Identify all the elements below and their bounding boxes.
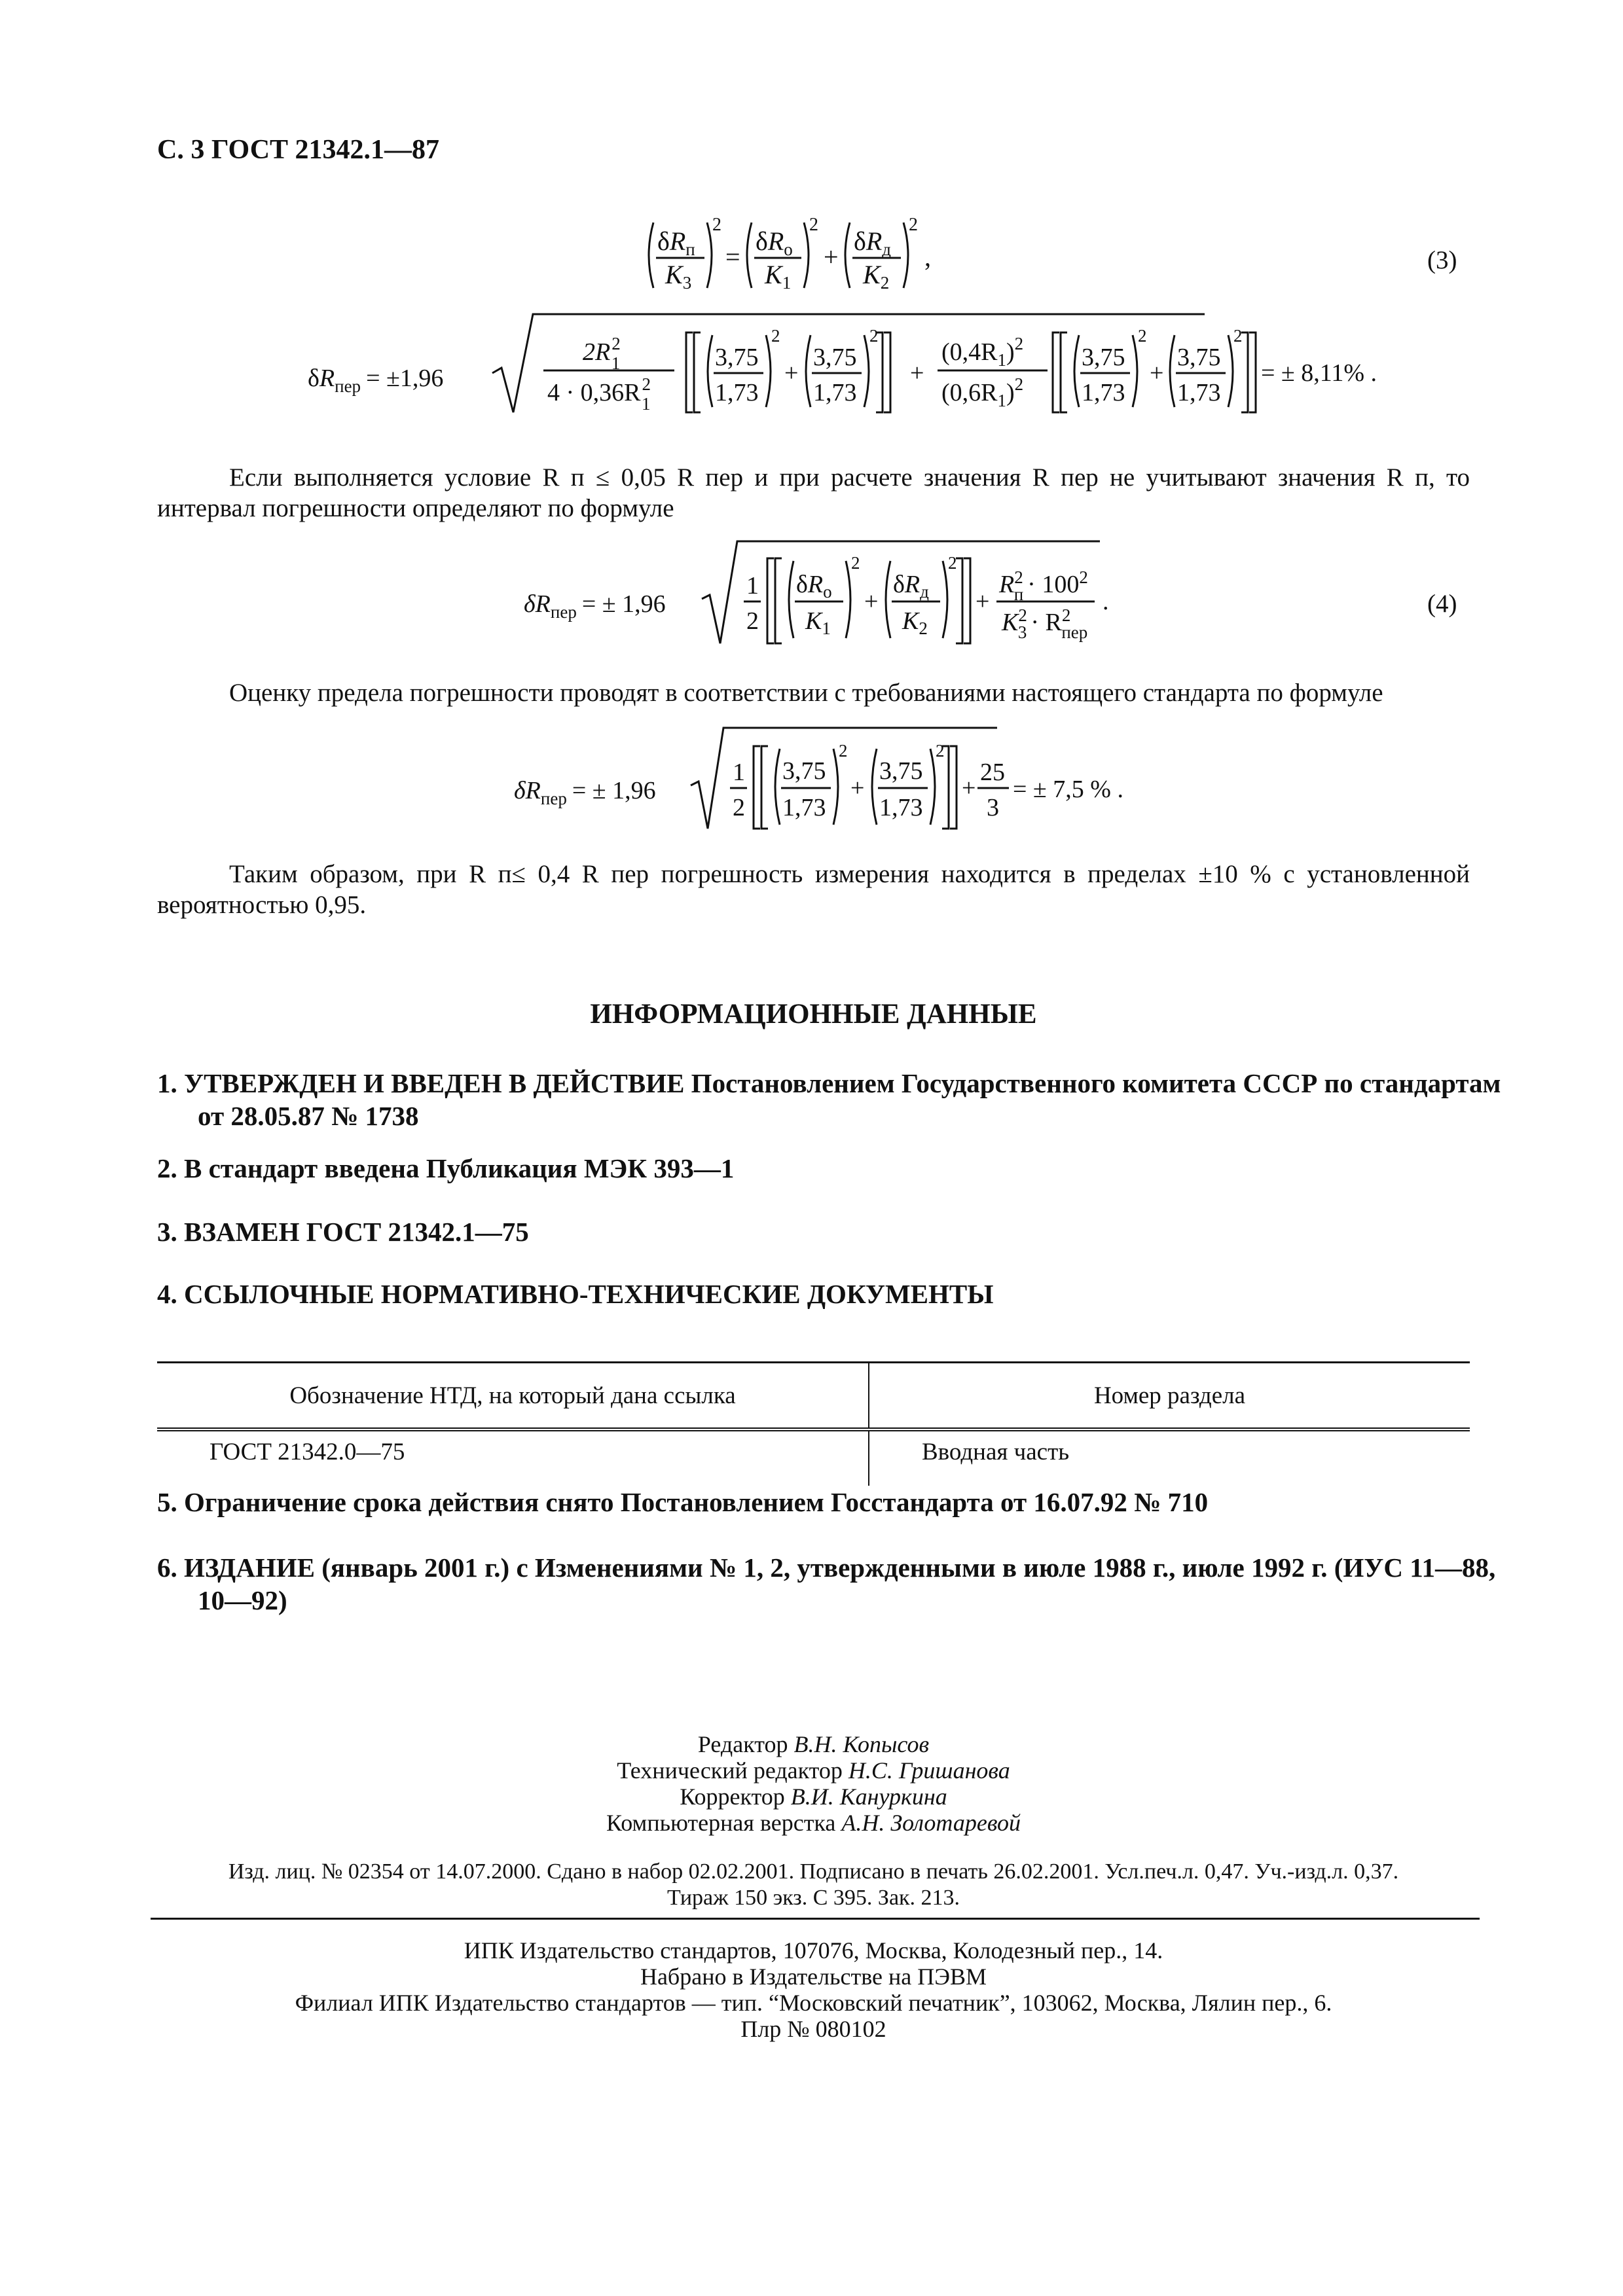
- reference-table: [157, 1361, 1470, 1486]
- info-item-3: 3. ВЗАМЕН ГОСТ 21342.1—75: [157, 1217, 529, 1247]
- f3-plus: +: [824, 242, 839, 272]
- imprint-line-2: Тираж 150 экз. С 395. Зак. 213.: [666, 1886, 960, 1910]
- f3-t3-num: $\delta R_д$: [854, 226, 892, 259]
- f3-t1-num: $\delta R_п$: [657, 226, 695, 259]
- c2-a2: 3,75: [879, 757, 923, 785]
- table-header-section: Номер раздела: [869, 1363, 1470, 1430]
- f3-t3-pow: 2: [909, 215, 918, 235]
- formula-4-svg: [524, 533, 1113, 651]
- f4-t2-num: $\delta R_д$: [893, 571, 929, 601]
- c1-den1: $4 \cdot 0,36R^2$ 1: [547, 374, 651, 414]
- footer-divider: [151, 1918, 1480, 1920]
- info-item-1: 1. УТВЕРЖДЕН И ВВЕДЕН В ДЕЙСТВИЕ Постановлением Государственного комитета СССР по стандартам от 28.05.87 № 1738: [157, 1068, 1501, 1131]
- c1-result: = ± 8,11% .: [1261, 359, 1377, 387]
- formula-4: [524, 533, 1113, 651]
- table-cell-ntd: [157, 1429, 869, 1486]
- svg-text:2: 2: [851, 553, 860, 573]
- svg-text:+: +: [850, 774, 865, 802]
- c2-lhs: $\delta R_{пер}$ = ± 1,96: [514, 777, 656, 808]
- info-item-6: 6. ИЗДАНИЕ (январь 2001 г.) с Изменениями № 1, 2, утвержденными в июле 1988 г., июле 1992 г. (ИУС 11—88, 10—92): [157, 1552, 1496, 1615]
- c2-result: = ± 7,5 % .: [1013, 776, 1123, 803]
- svg-text:2: 2: [771, 326, 780, 346]
- info-item-5: 5. Ограничение срока действия снято Постановлением Госстандарта от 16.07.92 № 710: [157, 1487, 1209, 1517]
- credit-corrector: Корректор В.И. Кануркина: [680, 1784, 947, 1810]
- svg-text:+: +: [1150, 359, 1164, 387]
- c2-n: 25: [980, 759, 1005, 786]
- table-cell-section-text: Вводная часть: [922, 1439, 1070, 1465]
- f4-t2-den: $K_2$: [902, 607, 928, 638]
- svg-text:1: 1: [733, 759, 745, 786]
- formula-calc-2: [514, 720, 1142, 838]
- formula-4-number: (4): [1427, 590, 1457, 618]
- c1-plus1: +: [784, 359, 799, 387]
- info-item-2: 2. В стандарт введена Публикация МЭК 393—1: [157, 1153, 735, 1183]
- c2-b2: 1,73: [879, 794, 923, 821]
- f3-eq: =: [725, 242, 740, 272]
- svg-text:2: 2: [733, 794, 745, 821]
- paragraph-condition-text: Если выполняется условие R п ≤ 0,05 R пер и при расчете значения R пер не учитывают значения R п, то интервал погрешности определяют по формуле: [157, 463, 1470, 522]
- svg-text:+: +: [976, 588, 990, 615]
- paragraph-condition: [157, 462, 1470, 524]
- f3-t2-pow: 2: [809, 215, 818, 235]
- footer-line-1: ИПК Издательство стандартов, 107076, Москва, Колодезный пер., 14.: [464, 1937, 1163, 1964]
- imprint-block: [157, 1859, 1470, 1911]
- c2-a1: 3,75: [782, 757, 826, 785]
- c1-num2: $(0,4R_1)^2$: [941, 334, 1024, 370]
- c1-a4: 3,75: [1177, 344, 1221, 371]
- paragraph-estimate: [157, 677, 1470, 708]
- paragraph-estimate-text: Оценку предела погрешности проводят в соответствии с требованиями настоящего стандарта по формуле: [229, 679, 1383, 707]
- credit-tech-editor: Технический редактор Н.С. Гришанова: [617, 1757, 1010, 1784]
- credit-layout: Компьютерная верстка А.Н. Золотаревой: [606, 1810, 1021, 1836]
- svg-text:+: +: [962, 774, 976, 802]
- footer-line-2: Набрано в Издательстве на ПЭВМ: [640, 1964, 987, 1990]
- f3-comma: ,: [924, 242, 931, 272]
- svg-text:2: 2: [948, 553, 957, 573]
- c1-b4: 1,73: [1177, 379, 1221, 406]
- f3-t1-pow: 2: [712, 215, 721, 235]
- svg-text:2: 2: [869, 326, 879, 346]
- formula-3-svg: [642, 216, 982, 308]
- c1-num1: $2R^2$ 1: [583, 334, 621, 373]
- page-header: С. 3 ГОСТ 21342.1—87: [157, 135, 440, 165]
- imprint-line-1: Изд. лиц. № 02354 от 14.07.2000. Сдано в набор 02.02.2001. Подписано в печать 26.02.2001. Усл.печ.л. 0,47. Уч.-изд.л. 0,37.: [228, 1859, 1399, 1884]
- table-cell-section: [869, 1429, 1470, 1486]
- f4-half-n: 1: [746, 572, 759, 600]
- f4-frac-den: $K^2$ $3 \cdot R^2$ пер: [1002, 605, 1088, 642]
- paragraph-conclusion: [157, 859, 1470, 920]
- c2-b1: 1,73: [782, 794, 826, 821]
- f4-frac-num: $R^2$ $п \cdot 100^2$: [999, 567, 1088, 604]
- f3-t1-den: $K_3$: [665, 260, 692, 293]
- f4-lhs: $\delta R_{пер}$ = ± 1,96: [524, 590, 666, 622]
- c1-b3: 1,73: [1082, 379, 1125, 406]
- f4-t1-num: $\delta R_о$: [796, 571, 832, 601]
- formula-calc-2-svg: [514, 720, 1142, 838]
- c1-a1: 3,75: [715, 344, 759, 371]
- f3-t3-den: $K_2$: [863, 260, 890, 293]
- credit-editor: Редактор В.Н. Копысов: [697, 1731, 930, 1757]
- c1-den2: $(0,6R_1)^2$: [941, 374, 1024, 410]
- f3-t2-den: $K_1$: [765, 260, 792, 293]
- c1-a2: 3,75: [813, 344, 857, 371]
- formula-calc-1-svg: [308, 308, 1377, 419]
- svg-text:+: +: [864, 588, 879, 615]
- table-cell-ntd-text: ГОСТ 21342.0—75: [210, 1439, 405, 1465]
- paragraph-conclusion-text: Таким образом, при R п≤ 0,4 R пер погрешность измерения находится в пределах ±10 % с установленной вероятностью 0,95.: [157, 860, 1470, 919]
- svg-text:2: 2: [839, 741, 848, 761]
- svg-text:2: 2: [936, 741, 945, 761]
- table-row: [157, 1429, 1470, 1486]
- credits-block: [157, 1731, 1470, 1836]
- table-header-row: [157, 1363, 1470, 1430]
- info-item-4: 4. ССЫЛОЧНЫЕ НОРМАТИВНО-ТЕХНИЧЕСКИЕ ДОКУМЕНТЫ: [157, 1279, 994, 1309]
- formula-calc-1: [308, 308, 1377, 419]
- f4-t1-den: $K_1$: [805, 607, 831, 638]
- svg-text:2: 2: [1233, 326, 1243, 346]
- info-title: ИНФОРМАЦИОННЫЕ ДАННЫЕ: [590, 999, 1037, 1030]
- f4-dot: .: [1103, 588, 1109, 615]
- footer-block: [157, 1937, 1470, 2042]
- c1-lhs: $\delta R_{пер} = \pm 1,96$: [308, 365, 444, 396]
- c1-b2: 1,73: [813, 379, 857, 406]
- svg-text:2: 2: [1138, 326, 1147, 346]
- f4-half-d: 2: [746, 607, 759, 635]
- c1-b1: 1,73: [715, 379, 759, 406]
- footer-line-3: Филиал ИПК Издательство стандартов — тип. “Московский печатник”, 103062, Москва, Лялин пер., 6.: [295, 1990, 1332, 2016]
- formula-3-number: (3): [1427, 246, 1457, 274]
- c1-plus-main: +: [910, 359, 924, 387]
- f3-t2-num: $\delta R_о$: [756, 226, 793, 259]
- c2-d: 3: [987, 794, 999, 821]
- c1-a3: 3,75: [1082, 344, 1125, 371]
- footer-line-4: Плр № 080102: [740, 2016, 886, 2042]
- table-header-ntd: Обозначение НТД, на который дана ссылка: [157, 1363, 869, 1430]
